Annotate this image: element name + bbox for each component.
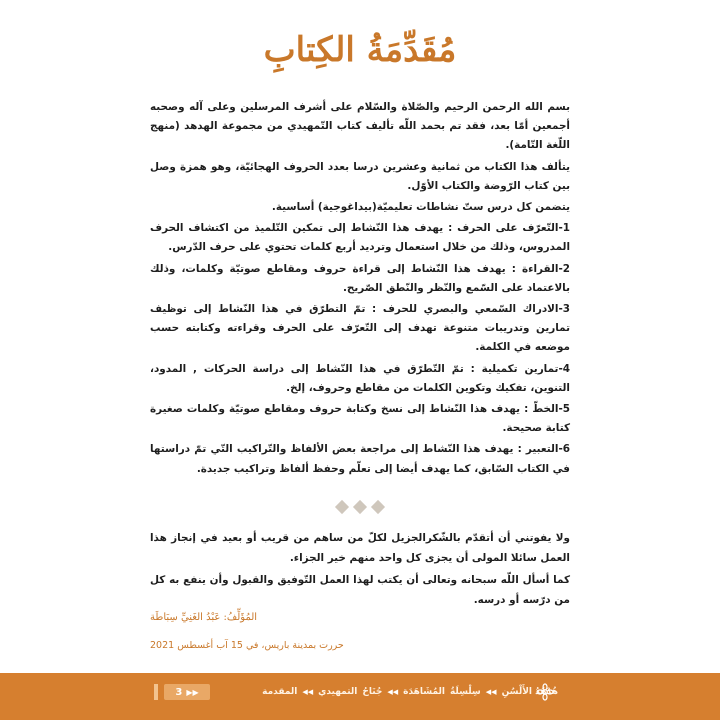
paragraph: 4-تمارين تكميلية : تمّ التّطرّق في هذا النّشاط إلى دراسة الحركات , المدود، التنوين، تفكيك وتكوين الكلمات من مقاطع وحروف، إلخ. [150,362,570,394]
breadcrumb-item[interactable]: التمهيدي [318,687,358,697]
page-number-badge [164,684,210,700]
diamond-icon [353,500,367,514]
flower-icon [536,683,554,701]
breadcrumb-item[interactable]: المقدمة [262,687,298,697]
breadcrumb-item[interactable]: هُدْهُدُ الأَلْسُنِ [501,687,558,697]
paragraph: 2-القراءة : يهدف هذا النّشاط إلى قراءة حروف ومقاطع صوتيّة وكلمات، وذلك بالاعتماد على السّمع والنّظر والنّطق الصّريح. [150,262,570,294]
double-chevron-icon: ◀◀ [302,688,314,696]
paragraph: 6-التعبير : يهدف هذا النّشاط إلى مراجعة بعض الألفاظ والتّراكيب التّي تمّ دراستها في الكتاب السّابق، كما يهدف أيضا إلى تعلّم وحفظ ألفاظ وتراكيب جديدة. [150,443,570,475]
section-divider [0,502,720,512]
double-chevron-icon: ◀◀ [387,688,399,696]
page-number: 3 [175,686,183,698]
breadcrumb-item[interactable]: المُشَاهَدَة [403,687,445,697]
page-title: مُقَدِّمَةُ الكِتابِ [263,30,457,70]
paragraph: 1-التّعرّف على الحرف : يهدف هذا النّشاط إلى تمكين التّلميذ من اكتشاف الحرف المدروس، وذلك من خلال استعمال وترديد أربع كلمات تحتوي على حرف الدّرس. [150,222,570,254]
paragraph: كما أسأل اللّه سبحانه وتعالى أن يكتب لهذا العمل التّوفيق والقبول وأن ينفع به كل من درّسه أو درسه. [150,574,570,606]
breadcrumb-item[interactable]: جُنَاحُ [362,687,383,697]
intro-text [150,98,570,481]
closing-text [150,528,570,612]
written-date: حررت بمدينة باريس، في 15 آب أغسطس 2021 [150,640,344,651]
breadcrumb-item[interactable]: سِلْسِلَةُ [449,687,481,697]
paragraph: ولا يفوتني أن أتقدّم بالشّكرالجزيل لكلّ من ساهم من قريب أو بعيد في إنجاز هذا العمل سائلا المولى أن يجزى كل واحد منهم خير الجزاء. [150,532,570,564]
paragraph: 5-الخطّ : يهدف هذا النّشاط إلى نسخ وكتابة حروف ومقاطع صوتيّة وكلمات صغيرة كتابة صحيحة. [150,403,570,435]
double-chevron-icon: ▶▶ [186,687,199,697]
diamond-icon [335,500,349,514]
diamond-icon [371,500,385,514]
paragraph: يتضمن كل درس ستّ نشاطات تعليميّة(بيداغوجية) أساسية. [271,201,570,214]
paragraph: 3-الادراك السّمعي والبصري للحرف : تمّ التطرّق في هذا النّشاط إلى توظيف تمارين وتدريبات متنوعة تهدف إلى التّعرّف على الحرف وقراءته وكتابته حسب موضعه في الكلمة. [150,303,570,354]
paragraph: بسم الله الرحمن الرحيم والصّلاة والسّلام على أشرف المرسلين وعلى آله وصحبه أجمعين أمّا بعد، فقد تم بحمد اللّه تأليف كتاب التّمهيدي من مجموعة الهدهد (منهج اللّغة التّامة). [150,101,570,152]
paragraph: يتألف هذا الكتاب من ثمانية وعشرين درسا بعدد الحروف الهجائيّة، وهو همزة وصل بين كتاب الرّوضة والكتاب الأوّل. [150,160,570,192]
breadcrumb [228,684,558,700]
author-signature: المُؤَلِّفُ: عَبْدُ الغَنِيِّ سِبَاطَة [150,612,258,623]
badge-accent-bar [154,684,158,700]
double-chevron-icon: ◀◀ [485,688,497,696]
